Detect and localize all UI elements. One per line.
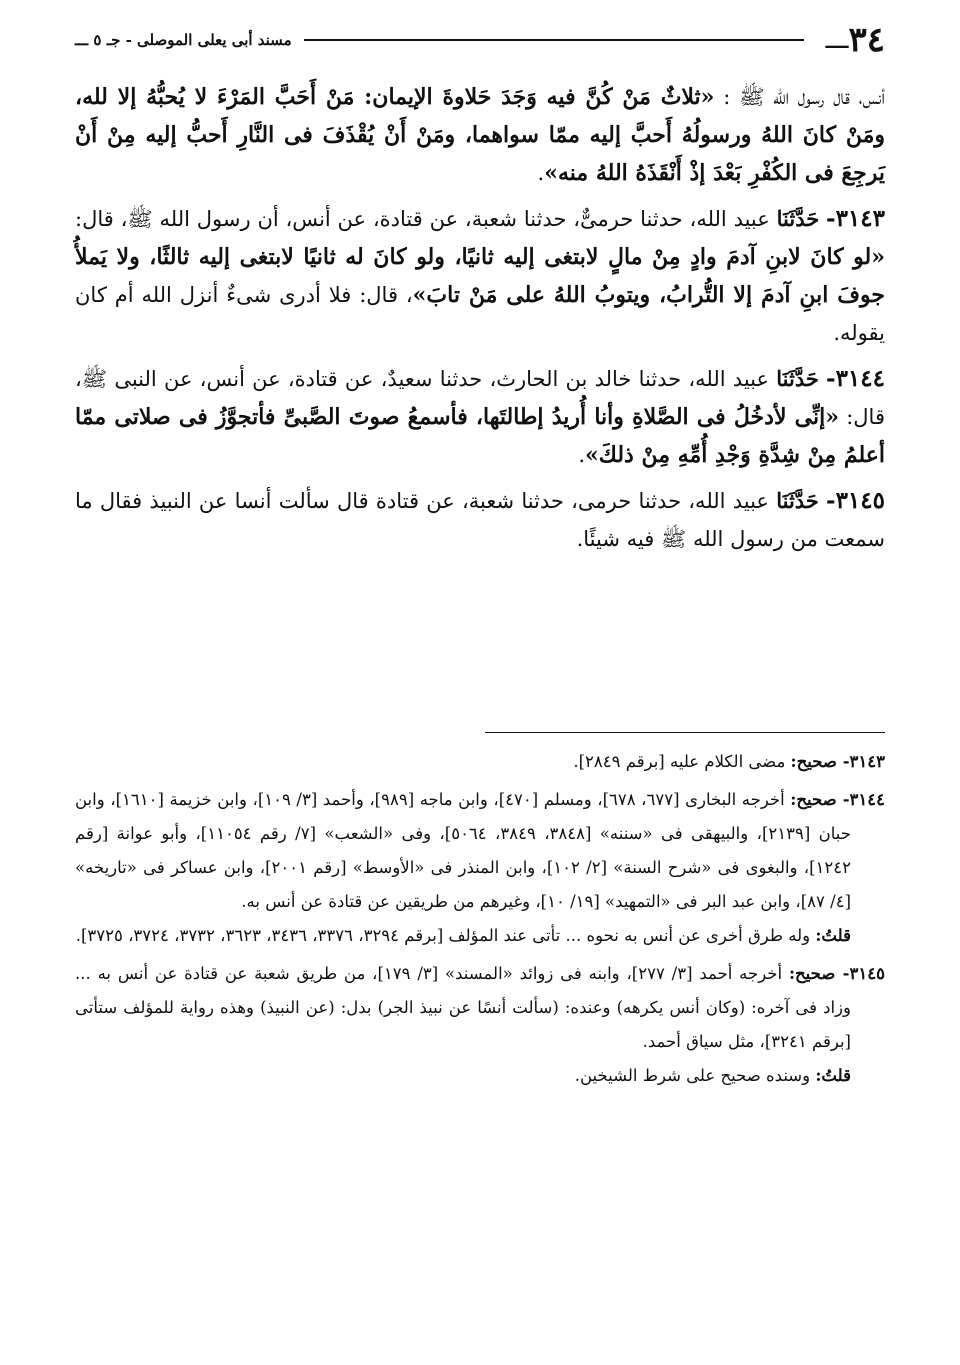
hadith-isnad: عبيد الله، حدثنا حرمى، حدثنا شعبة، عن قتادة قال سألت أنسا عن النبيذ فقال ما سمعت من رسول الله ﷺ فيه شيئًا. [75,489,885,551]
main-text [75,78,885,566]
footnote-grade: صحيح: [790,752,843,771]
hadith-number: ٣١٤٣- [826,205,885,232]
footnote-number: ٣١٤٥- [842,964,885,983]
footnote-3145 [75,957,885,1093]
header-dash: ـــ [825,25,849,55]
footnote-3143 [75,745,885,779]
hadith-3144 [75,360,885,474]
footnote-text: مضى الكلام عليه [برقم ٢٨٤٩]. [573,752,791,771]
hadith-3145 [75,482,885,558]
haddathana-word: حَدَّثَنَا [776,366,819,391]
footnote-qultu: قلتُ: [815,926,851,945]
footnote-qultu: قلتُ: [815,1066,851,1085]
hadith-end: ، قال: فلا أدرى شىءٌ أنزل الله أم كان يقوله. [75,283,885,345]
footnote-grade: صحيح: [790,790,843,809]
hadith-matn: «لو كانَ لابنِ آدمَ وادٍ مِنْ مالٍ لابتغى إليه ثانيًا، ولو كانَ له ثانيًا لابتغى إليه ثالثًا، ولا يَملأُ جوفَ ابنِ آدمَ إلا التُّرابُ، ويتوبُ اللهُ على مَنْ تابَ» [75,244,885,308]
footnote-number: ٣١٤٣- [842,752,885,771]
haddathana-word: حَدَّثَنَا [776,206,820,231]
footnote-divider [485,732,885,733]
hadith-number: ٣١٤٤- [826,365,885,392]
footnote-text: أخرجه البخارى [٦٧٧، ٦٧٨]، ومسلم [٤٧٠]، وابن ماجه [٩٨٩]، وأحمد [٣/ ١٠٩]، وابن خزيمة [١٦١٠]، وابن حبان [٢١٣٩]، والبيهقى فى «سننه» [٣٨٤٨، ٣٨٤٩، ٥٠٦٤]، وفى «الشعب» [٧/ رقم ١١٠٥٤]، وأبو عوانة [رقم ١٢٤٢]، والبغوى فى «شرح السنة» [٢/ ١٠٢]، وابن المنذر فى «الأوسط» [رقم ٢٠٠١]، وابن عساكر فى «تاريخه» [٤/ ٨٧]، وابن عبد البر فى «التمهيد» [١٩/ ١٠]، وغيرهم من طريقين عن قتادة عن أنس به. [75,790,851,911]
hadith-continuation [75,78,885,192]
footnote-grade: صحيح: [788,964,843,983]
hadith-3143 [75,200,885,352]
hadith-end: . [578,443,586,467]
header-rule [304,39,804,41]
hadith-end: . [537,161,545,185]
page-number: ٣٤ [848,20,885,60]
hadith-isnad: عبيد الله، حدثنا حرمىٌّ، حدثنا شعبة، عن قتادة، عن أنس، أن رسول الله ﷺ، قال: [75,207,777,231]
footnote-note: وله طرق أخرى عن أنس به نحوه ... تأتى عند المؤلف [برقم ٣٢٩٤، ٣٣٧٦، ٣٤٣٦، ٣٦٢٣، ٣٧٣٢، ٣٧٢٤، ٣٧٢٥]. [75,926,816,945]
footnote-note: وسنده صحيح على شرط الشيخين. [574,1066,816,1085]
footnote-3144 [75,783,885,953]
haddathana-word: حَدَّثَنَا [776,488,819,513]
footnotes [75,745,885,1097]
running-title: مسند أبى يعلى الموصلى - جـ ٥ ـــ [75,31,292,49]
hadith-isnad: عبيد الله، حدثنا خالد بن الحارث، حدثنا سعيدٌ، عن قتادة، عن أنس، عن النبى ﷺ، قال: [75,367,885,429]
hadith-matn: «إنِّى لأدخُلُ فى الصَّلاةِ وأنا أُريدُ إطالتَها، فأسمعُ صوتَ الصَّبىِّ فأتجوَّزُ فى صلاتى ممّا أعلمُ مِنْ شِدَّةِ وَجْدِ أُمِّهِ مِنْ ذلكَ» [75,404,885,468]
hadith-matn: «ثلاثٌ مَنْ كُنَّ فيه وَجَدَ حَلاوةَ الإيمان: مَنْ أَحَبَّ المَرْءَ لا يُحبُّهُ إلا لله، ومَنْ كانَ اللهُ ورسولُهُ أَحبَّ إليه ممّا سواهما، ومَنْ أَنْ يُقْذَفَ فى النَّارِ أَحبُّ إليه مِنْ أَنْ يَرجِعَ فى الكُفْرِ بَعْدَ إذْ أَنْقَذَهُ اللهُ منه» [75,84,885,186]
hadith-number: ٣١٤٥- [826,487,885,514]
page-header [75,20,885,60]
hadith-intro: أنس، قال رسول الله ﷺ : [714,85,885,109]
footnote-text: أخرجه أحمد [٣/ ٢٧٧]، وابنه فى زوائد «المسند» [٣/ ١٧٩]، من طريق شعبة عن قتادة عن أنس به ... وزاد فى آخره: (وكان أنس يكرهه) وعنده: (سألت أنسًا عن نبيذ الجر) بدل: (عن النبيذ) وهذه رواية للمؤلف ستأتى [برقم ٣٢٤١]، مثل سياق أحمد. [75,964,851,1051]
footnote-number: ٣١٤٤- [842,790,885,809]
